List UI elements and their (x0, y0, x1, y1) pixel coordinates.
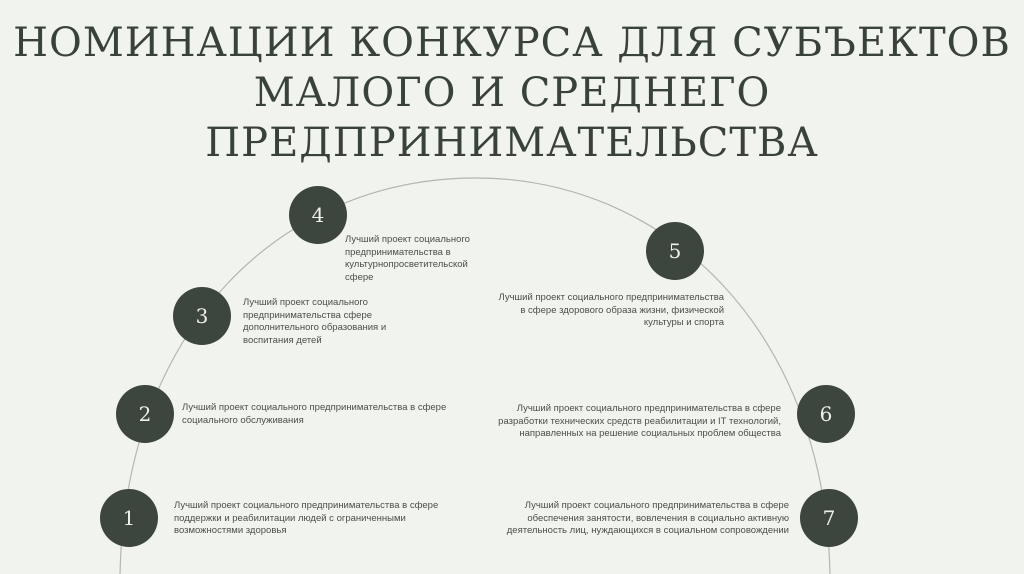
nomination-3-text: Лучший проект социального предпринимательства сфере дополнительного образования и воспитания детей (243, 297, 387, 346)
nomination-6-badge: 6 (797, 385, 855, 443)
nomination-1-text: Лучший проект социального предпринимательства в сфере поддержки и реабилитации людей с ограниченными возможностями здоровья (174, 500, 439, 536)
nomination-2-text: Лучший проект социального предпринимательства в сфере социального обслуживания (182, 402, 447, 426)
nomination-1-badge: 1 (100, 489, 158, 547)
title-line-2: МАЛОГО И СРЕДНЕГО (253, 70, 771, 116)
nomination-5-text: Лучший проект социального предпринимательства в сфере здорового образа жизни, физической культуры и спорта (498, 292, 724, 328)
title-line-1: НОМИНАЦИИ КОНКУРСА ДЛЯ СУБЪЕКТОВ (13, 20, 1011, 66)
title-line-3: ПРЕДПРИНИМАТЕЛЬСТВА (205, 120, 819, 166)
nomination-4-badge: 4 (289, 186, 347, 244)
nomination-6-text: Лучший проект социального предпринимательства в сфере разработки технических средств реабилитации и IT технологий, направленных на решение социальных проблем общества (498, 403, 781, 439)
nomination-4-text: Лучший проект социального предпринимательства в культурнопросветительской сфере (345, 234, 470, 283)
nomination-7-badge: 7 (800, 489, 858, 547)
nomination-3-badge: 3 (173, 287, 231, 345)
nomination-7-text: Лучший проект социального предпринимательства в сфере обеспечения занятости, вовлечения в социально активную деятельность лиц, нуждающихся в социальном сопровождении (506, 500, 789, 536)
nomination-5-badge: 5 (646, 222, 704, 280)
nomination-2-badge: 2 (116, 385, 174, 443)
